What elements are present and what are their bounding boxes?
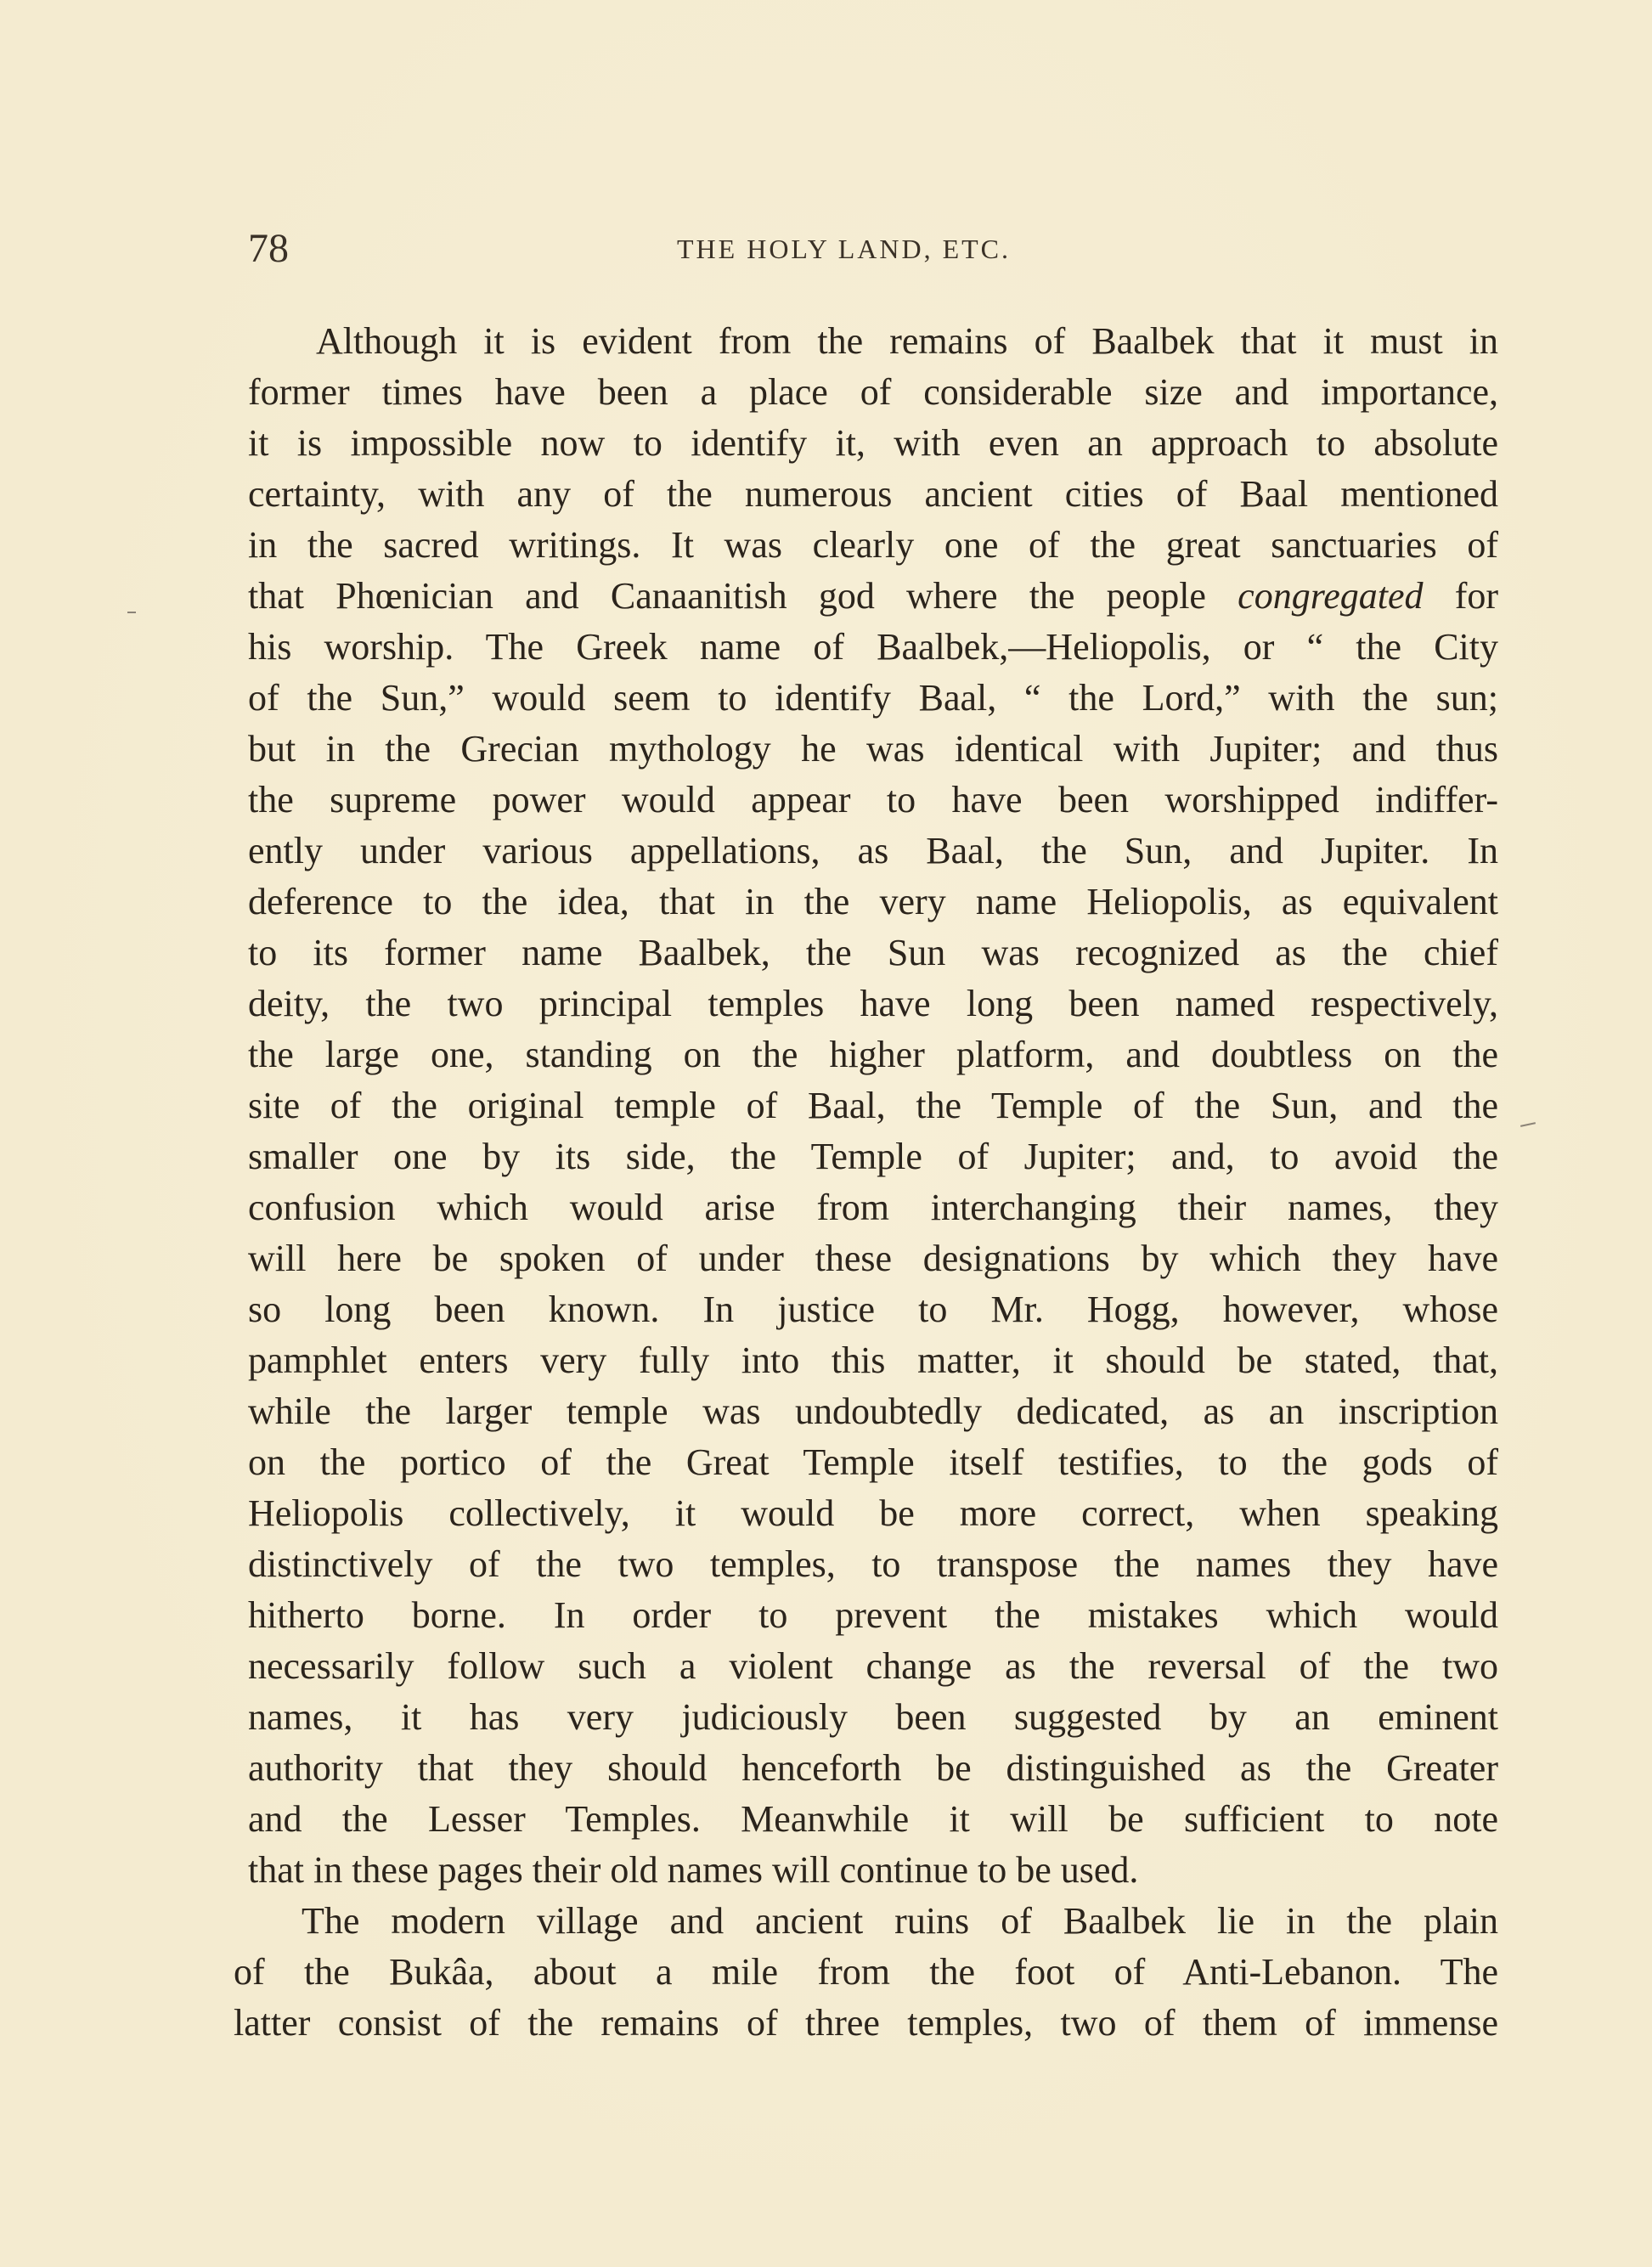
text-line: pamphlet enters very fully into this matter, it should be stated, that,: [248, 1339, 1498, 1381]
text-line: to its former name Baalbek, the Sun was recognized as the chief: [248, 932, 1498, 973]
italic-word: congregated: [1238, 575, 1424, 617]
text-line: Heliopolis collectively, it would be more correct, when speaking: [248, 1492, 1498, 1534]
text-fragment: for: [1454, 575, 1499, 617]
running-head: THE HOLY LAND, ETC.: [677, 234, 1011, 264]
text-line: Although it is evident from the remains of Baalbek that it must in: [316, 320, 1498, 362]
page-number: 78: [248, 226, 289, 271]
text-line: but in the Grecian mythology he was identical with Jupiter; and thus: [248, 728, 1498, 770]
text-fragment: that Phœnician and Canaanitish god where the people: [248, 575, 1206, 617]
paragraph-1: [248, 316, 1498, 1896]
text-line: hitherto borne. In order to prevent the mistakes which would: [248, 1594, 1498, 1636]
text-line: former times have been a place of considerable size and importance,: [248, 371, 1498, 413]
text-line: smaller one by its side, the Temple of Jupiter; and, to avoid the: [248, 1136, 1498, 1177]
text-line: latter consist of the remains of three temples, two of them of immense: [234, 2002, 1498, 2044]
text-line: authority that they should henceforth be distinguished as the Greater: [248, 1747, 1498, 1789]
text-line: names, it has very judiciously been suggested by an eminent: [248, 1696, 1498, 1738]
text-line: his worship. The Greek name of Baalbek,—Heliopolis, or “ the City: [248, 626, 1498, 668]
page-header: [248, 225, 1454, 276]
text-line: site of the original temple of Baal, the Temple of the Sun, and the: [248, 1085, 1498, 1126]
paragraph-2: [234, 1896, 1498, 2049]
margin-mark: [127, 612, 136, 613]
text-line: deference to the idea, that in the very name Heliopolis, as equivalent: [248, 881, 1498, 922]
text-line-with-italic: [248, 571, 1498, 622]
text-line: The modern village and ancient ruins of Baalbek lie in the plain: [302, 1900, 1498, 1942]
text-line: certainty, with any of the numerous ancient cities of Baal mentioned: [248, 473, 1498, 515]
text-line: deity, the two principal temples have long been named respectively,: [248, 983, 1498, 1024]
text-line: and the Lesser Temples. Meanwhile it will be sufficient to note: [248, 1798, 1498, 1840]
text-line: that in these pages their old names will continue to be used.: [248, 1849, 1139, 1891]
text-line: in the sacred writings. It was clearly one of the great sanctuaries of: [248, 524, 1498, 566]
text-line: distinctively of the two temples, to transpose the names they have: [248, 1543, 1498, 1585]
text-line: while the larger temple was undoubtedly dedicated, as an inscription: [248, 1390, 1498, 1432]
margin-mark: [1520, 1122, 1536, 1127]
text-line: ently under various appellations, as Baal, the Sun, and Jupiter. In: [248, 830, 1498, 871]
text-line: of the Bukâa, about a mile from the foot of Anti-Lebanon. The: [234, 1951, 1498, 1993]
text-line: the supreme power would appear to have been worshipped indiffer-: [248, 779, 1498, 821]
text-line: of the Sun,” would seem to identify Baal, “ the Lord,” with the sun;: [248, 677, 1498, 719]
body-text: [234, 316, 1499, 2049]
text-line: it is impossible now to identify it, with even an approach to absolute: [248, 422, 1498, 464]
text-line: will here be spoken of under these designations by which they have: [248, 1238, 1498, 1279]
text-line: confusion which would arise from interchanging their names, they: [248, 1187, 1498, 1228]
text-line: so long been known. In justice to Mr. Hogg, however, whose: [248, 1289, 1498, 1330]
text-line: the large one, standing on the higher platform, and doubtless on the: [248, 1034, 1498, 1075]
text-line: necessarily follow such a violent change as the reversal of the two: [248, 1645, 1498, 1687]
text-line: on the portico of the Great Temple itself testifies, to the gods of: [248, 1441, 1498, 1483]
